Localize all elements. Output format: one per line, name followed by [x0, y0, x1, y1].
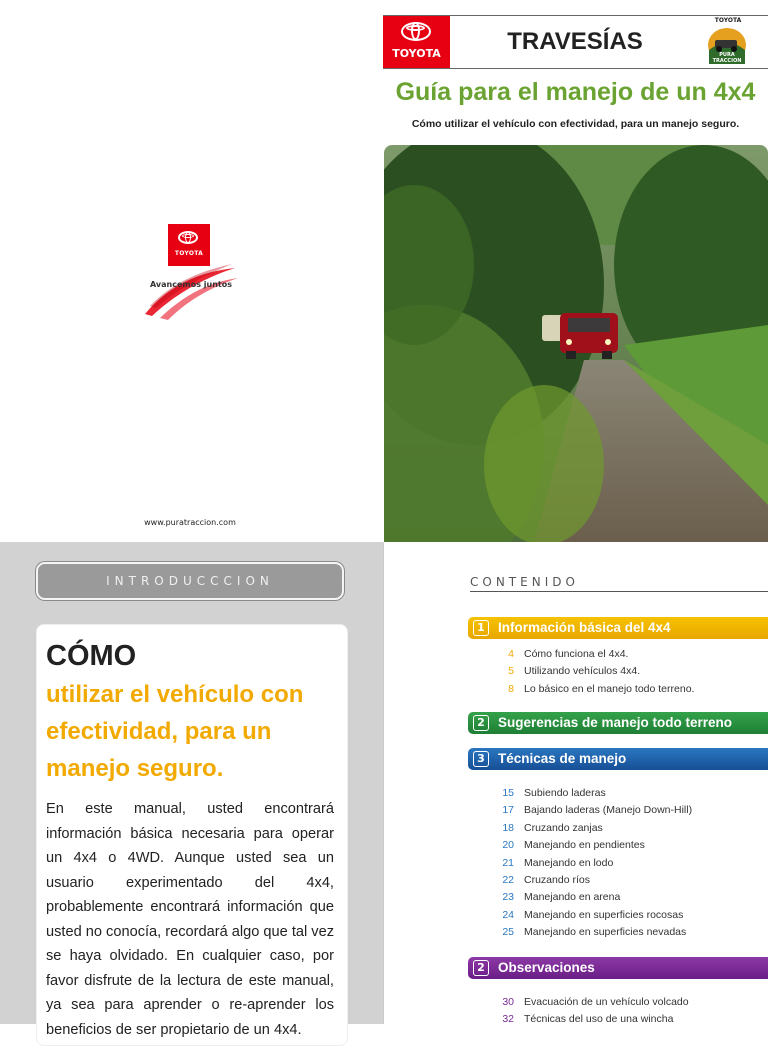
- cover-photo-jungle-road: [384, 145, 768, 542]
- toc-text: Cruzando ríos: [524, 874, 590, 887]
- toc-text: Evacuación de un vehículo volcado: [524, 996, 689, 1008]
- toc-page: 22: [502, 874, 514, 887]
- toc-page: 18: [502, 821, 514, 834]
- intro-tab-label: INTRODUCCCION: [106, 574, 274, 588]
- toc-page: 20: [502, 839, 514, 852]
- toc-page: 8: [508, 682, 514, 695]
- section-title: Sugerencias de manejo todo terreno: [498, 715, 733, 730]
- toc-item[interactable]: [490, 907, 692, 924]
- section-title: Información básica del 4x4: [498, 620, 671, 635]
- intro-body-text: En este manual, usted encontrará información básica necesaria para operar un 4x4 o 4WD. Aunque usted sea un usuario experimentado del 4x4, probablemente encontrará información que usted no conocía, recordará algo que tal vez se haya olvidado. En cualquier caso, por favor disfrute de la lectura de este manual, ya sea para aprender o re-aprender los beneficios de ser propietario de un 4x4.: [46, 801, 335, 1038]
- toc-item[interactable]: [490, 924, 692, 941]
- toc-text: Manejando en pendientes: [524, 839, 645, 852]
- section-number-badge: 2: [473, 715, 489, 731]
- toc-text: Técnicas del uso de una wincha: [524, 1013, 674, 1026]
- toyota-emblem-icon: [401, 22, 431, 41]
- toc-text: Bajando laderas (Manejo Down-Hill): [524, 804, 693, 817]
- toc-page: 25: [502, 926, 514, 939]
- section-number-badge: 1: [473, 620, 489, 636]
- section-number-badge: 2: [473, 960, 489, 976]
- toc-item[interactable]: [490, 889, 692, 906]
- toc-page: 5: [508, 665, 514, 678]
- toc-item[interactable]: [490, 994, 689, 1011]
- header-bar: [383, 15, 768, 69]
- toc-page: 30: [502, 996, 514, 1008]
- contents-panel: [383, 542, 768, 1024]
- guide-title: Guía para el manejo de un 4x4: [395, 78, 756, 106]
- section-3-header[interactable]: [468, 748, 768, 770]
- header-brand-text: TOYOTA: [714, 17, 742, 24]
- toc-item[interactable]: [490, 663, 694, 680]
- section-number-badge: 3: [473, 751, 489, 767]
- section-2-header[interactable]: [468, 712, 768, 734]
- slogan-text: Avancemos juntos: [150, 280, 232, 289]
- toyota-logo: [168, 224, 210, 266]
- toc-item[interactable]: [490, 785, 692, 802]
- section-title: Técnicas de manejo: [498, 751, 627, 766]
- guide-subtitle: Cómo utilizar el vehículo con efectividad, para un manejo seguro.: [411, 118, 740, 130]
- toc-text: Lo básico en el manejo todo terreno.: [524, 682, 695, 695]
- toc-item[interactable]: [490, 820, 692, 837]
- intro-heading: CÓMO: [46, 640, 137, 672]
- header-logo-text: TOYOTA: [392, 47, 441, 60]
- toc-item[interactable]: [490, 837, 692, 854]
- section-1-header[interactable]: [468, 617, 768, 639]
- toc-page: 32: [502, 1013, 514, 1026]
- contents-divider: [470, 591, 768, 592]
- header-title: TRAVESÍAS: [507, 28, 643, 55]
- toc-page: 23: [502, 891, 514, 904]
- badge-text: PURA TRACCION: [712, 52, 742, 64]
- toc-text: Manejando en arena: [524, 891, 621, 904]
- toc-text: Manejando en superficies rocosas: [524, 908, 684, 921]
- section-title: Observaciones: [498, 960, 595, 975]
- section-1-list: [490, 646, 694, 698]
- toyota-logo-text: TOYOTA: [174, 250, 204, 257]
- swoosh-graphic: [140, 264, 240, 320]
- contents-label: CONTENIDO: [470, 575, 579, 589]
- toc-text: Utilizando vehículos 4x4.: [524, 665, 641, 678]
- toc-text: Subiendo laderas: [524, 787, 606, 799]
- intro-subheading: utilizar el vehículo con efectividad, para un manejo seguro.: [46, 681, 304, 782]
- toc-page: 24: [502, 908, 514, 921]
- toc-page: 21: [502, 856, 514, 869]
- toc-item[interactable]: [490, 872, 692, 889]
- intro-tab: [36, 562, 344, 600]
- header-toyota-logo: [383, 16, 450, 68]
- toc-text: Cruzando zanjas: [524, 821, 603, 834]
- toc-item[interactable]: [490, 1011, 689, 1028]
- toc-item[interactable]: [490, 681, 694, 698]
- toc-page: 17: [502, 804, 514, 817]
- section-3-list: [490, 785, 692, 942]
- toc-item[interactable]: [490, 855, 692, 872]
- section-4-header[interactable]: [468, 957, 768, 979]
- toc-text: Manejando en lodo: [524, 856, 614, 869]
- toc-item[interactable]: [490, 802, 692, 819]
- website-link[interactable]: www.puratraccion.com: [144, 518, 236, 527]
- toc-item[interactable]: [490, 646, 694, 663]
- toyota-emblem-icon: [178, 231, 198, 244]
- toc-text: Manejando en superficies nevadas: [524, 926, 687, 939]
- toc-page: 4: [508, 648, 514, 660]
- toc-page: 15: [502, 787, 514, 799]
- toc-text: Cómo funciona el 4x4.: [524, 648, 629, 660]
